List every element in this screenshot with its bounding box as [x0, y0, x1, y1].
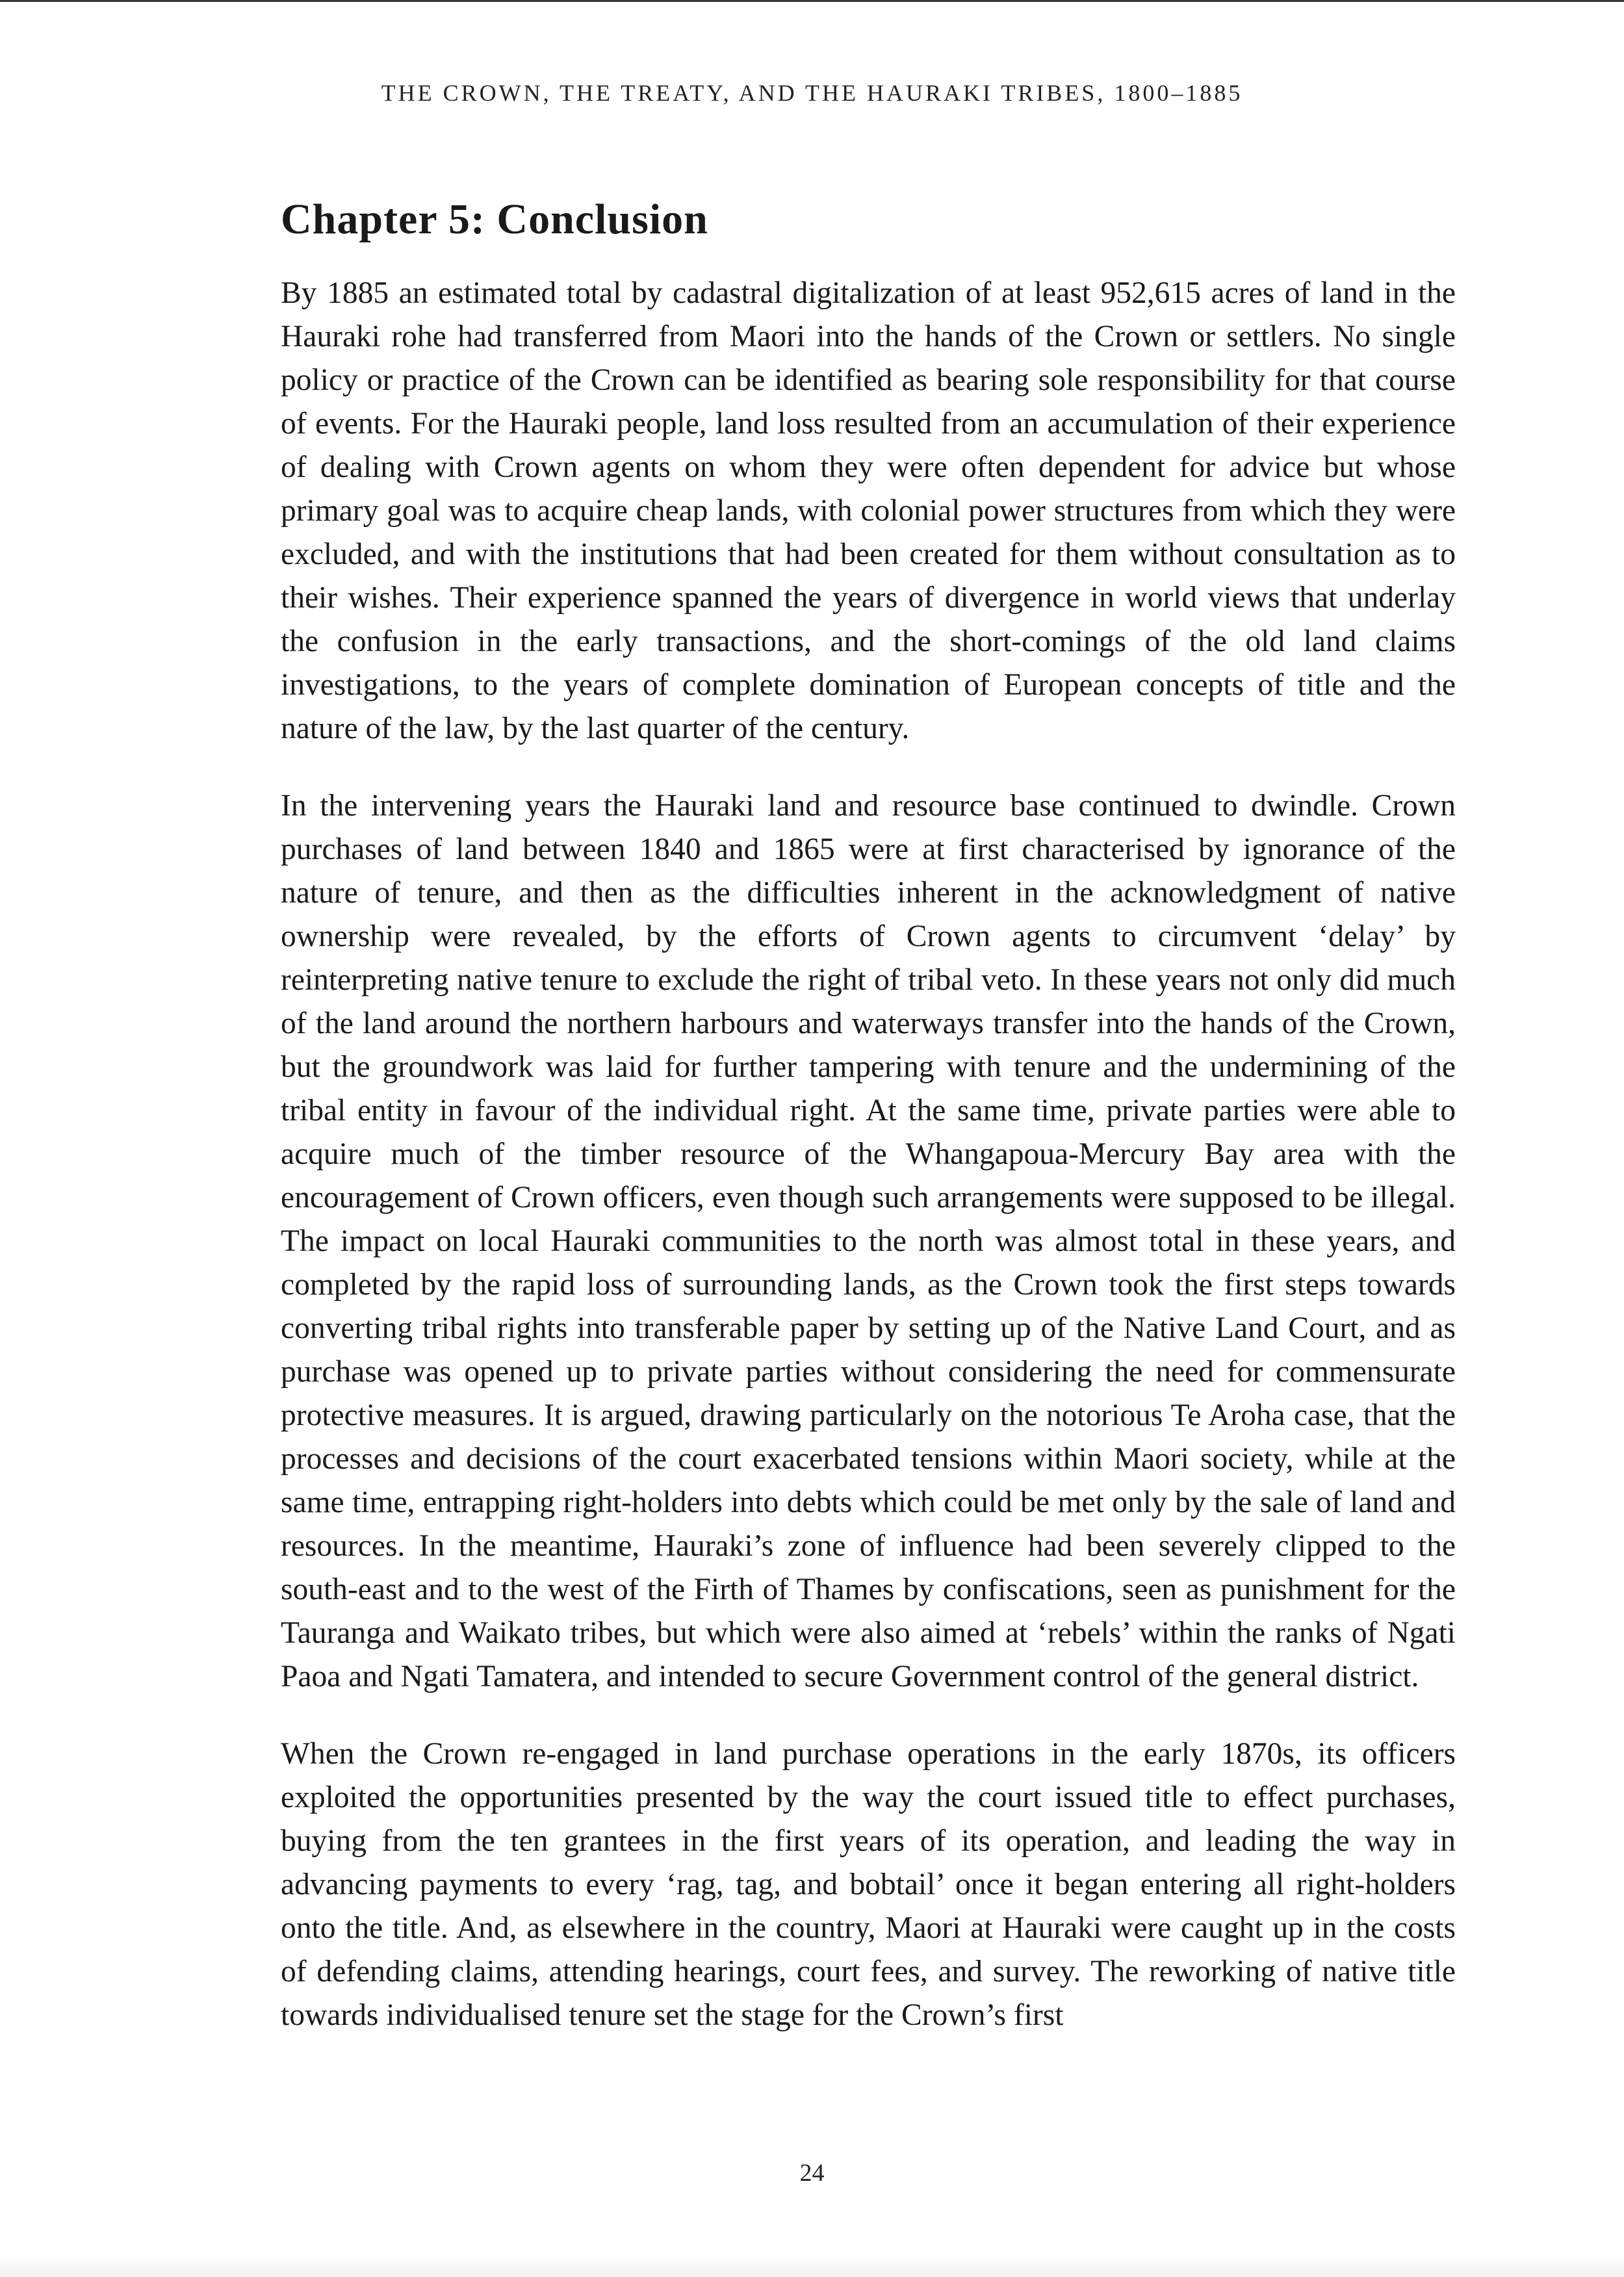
page-number: 24 [799, 2159, 825, 2187]
scan-bottom-edge [0, 2255, 1624, 2277]
paragraph-1: By 1885 an estimated total by cadastral digitalization of at least 952,615 acres of land in the Hauraki rohe had transferred from Maori into the hands of the Crown or settlers. No single policy or practice of the Crown can be identified as bearing sole responsibility for that course of events. For the Hauraki people, land loss resulted from an accumulation of their experience of dealing with Crown agents on whom they were often dependent for advice but whose primary goal was to acquire cheap lands, with colonial power structures from which they were excluded, and with the institutions that had been created for them without consultation as to their wishes. Their experience spanned the years of divergence in world views that underlay the confusion in the early transactions, and the short-comings of the old land claims investigations, to the years of complete domination of European concepts of title and the nature of the law, by the last quarter of the century. [281, 276, 1456, 745]
running-head: THE CROWN, THE TREATY, AND THE HAURAKI TRIBES, 1800–1885 [381, 80, 1243, 106]
body-text [281, 272, 1456, 2071]
paragraph-2: In the intervening years the Hauraki land and resource base continued to dwindle. Crown purchases of land between 1840 and 1865 were at first characterised by ignorance of the nature of tenure, and then as the difficulties inherent in the acknowledgment of native ownership were revealed, by the efforts of Crown agents to circumvent ‘delay’ by reinterpreting native tenure to exclude the right of tribal veto. In these years not only did much of the land around the northern harbours and waterways transfer into the hands of the Crown, but the groundwork was laid for further tampering with tenure and the undermining of the tribal entity in favour of the individual right. At the same time, private parties were able to acquire much of the timber resource of the Whangapoua-Mercury Bay area with the encouragement of Crown officers, even though such arrangements were supposed to be illegal. The impact on local Hauraki communities to the north was almost total in these years, and completed by the rapid loss of surrounding lands, as the Crown took the first steps towards converting tribal rights into transferable paper by setting up of the Native Land Court, and as purchase was opened up to private parties without considering the need for commensurate protective measures. It is argued, drawing particularly on the notorious Te Aroha case, that the processes and decisions of the court exacerbated tensions within Maori society, while at the same time, entrapping right-holders into debts which could be met only by the sale of land and resources. In the meantime, Hauraki’s zone of influence had been severely clipped to the south-east and to the west of the Firth of Thames by confiscations, seen as punishment for the Tauranga and Waikato tribes, but which were also aimed at ‘rebels’ within the ranks of Ngati Paoa and Ngati Tamatera, and intended to secure Government control of the general district. [281, 789, 1456, 1693]
page-top-rule [0, 0, 1624, 2]
chapter-title: Chapter 5: Conclusion [281, 196, 708, 243]
paragraph-3: When the Crown re-engaged in land purchase operations in the early 1870s, its officers exploited the opportunities presented by the way the court issued title to effect purchases, buying from the ten grantees in the first years of its operation, and leading the way in advancing payments to every ‘rag, tag, and bobtail’ once it began entering all right-holders onto the title. And, as elsewhere in the country, Maori at Hauraki were caught up in the costs of defending claims, attending hearings, court fees, and survey. The reworking of native title towards individualised tenure set the stage for the Crown’s first [281, 1737, 1456, 2032]
